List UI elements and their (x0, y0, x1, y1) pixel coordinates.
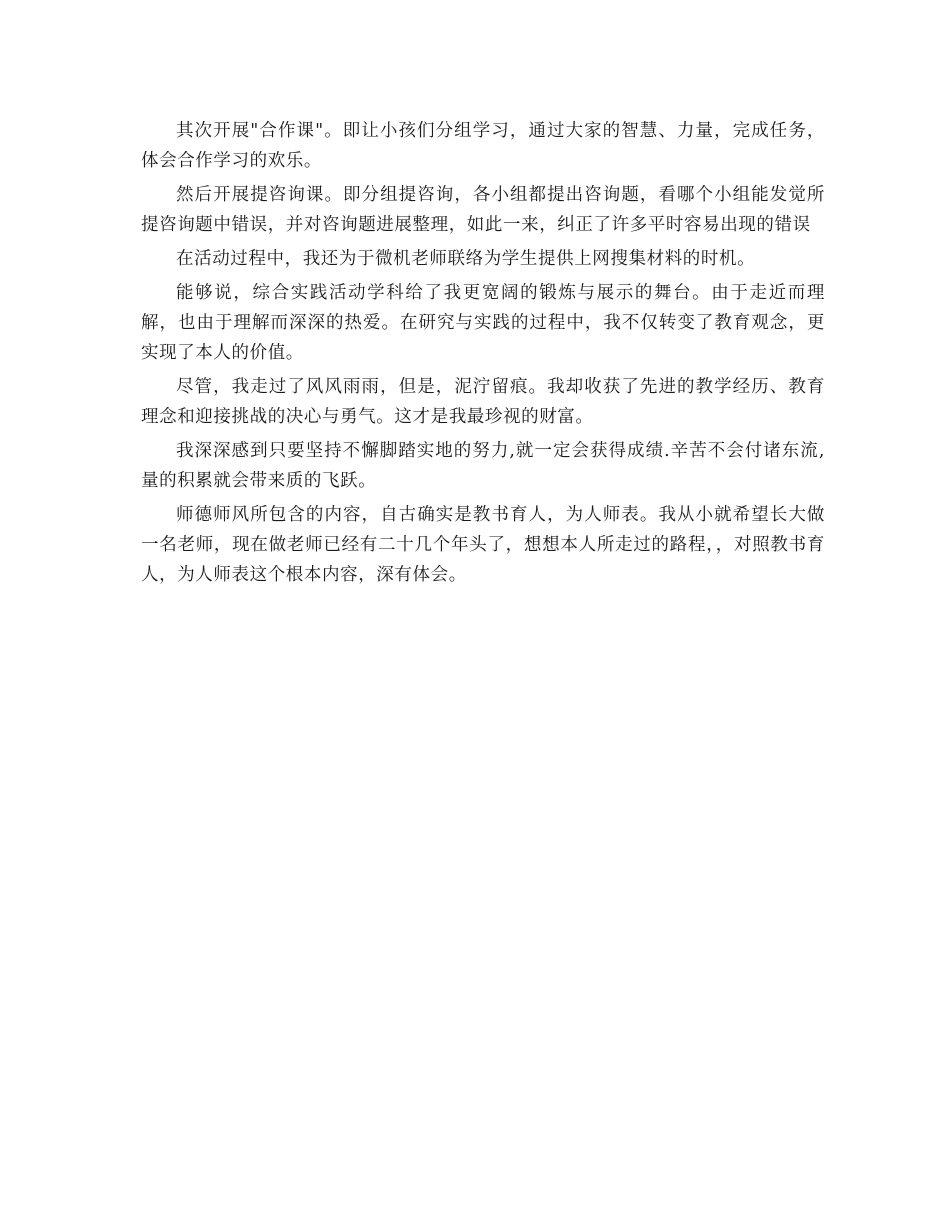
paragraph-7: 师德师风所包含的内容，自古确实是教书育人，为人师表。我从小就希望长大做一名老师，现在做老师已经有二十几个年头了，想想本人所走过的路程，，对照教书育人，为人师表这个根本内容，深有体会。 (141, 505, 825, 585)
paragraph-3: 在活动过程中，我还为于微机老师联络为学生提供上网搜集材料的时机。 (176, 249, 756, 269)
paragraph-1: 其次开展"合作课"。即让小孩们分组学习，通过大家的智慧、力量，完成任务，体会合作学习的欢乐。 (141, 121, 825, 171)
paragraph-4: 能够说，综合实践活动学科给了我更宽阔的锻炼与展示的舞台。由于走近而理解，也由于理解而深深的热爱。在研究与实践的过程中，我不仅转变了教育观念，更实现了本人的价值。 (141, 283, 825, 363)
paragraph-2: 然后开展提咨询课。即分组提咨询，各小组都提出咨询题，看哪个小组能发觉所提咨询题中错误，并对咨询题进展整理，如此一来，纠正了许多平时容易出现的错误 (141, 185, 825, 235)
paragraph-5: 尽管，我走过了风风雨雨，但是，泥泞留痕。我却收获了先进的教学经历、教育理念和迎接挑战的决心与勇气。这才是我最珍视的财富。 (141, 377, 825, 427)
document-body (141, 116, 825, 594)
paragraph-6: 我深深感到只要坚持不懈脚踏实地的努力,就一定会获得成绩.辛苦不会付诸东流,量的积累就会带来质的飞跃。 (141, 441, 825, 491)
